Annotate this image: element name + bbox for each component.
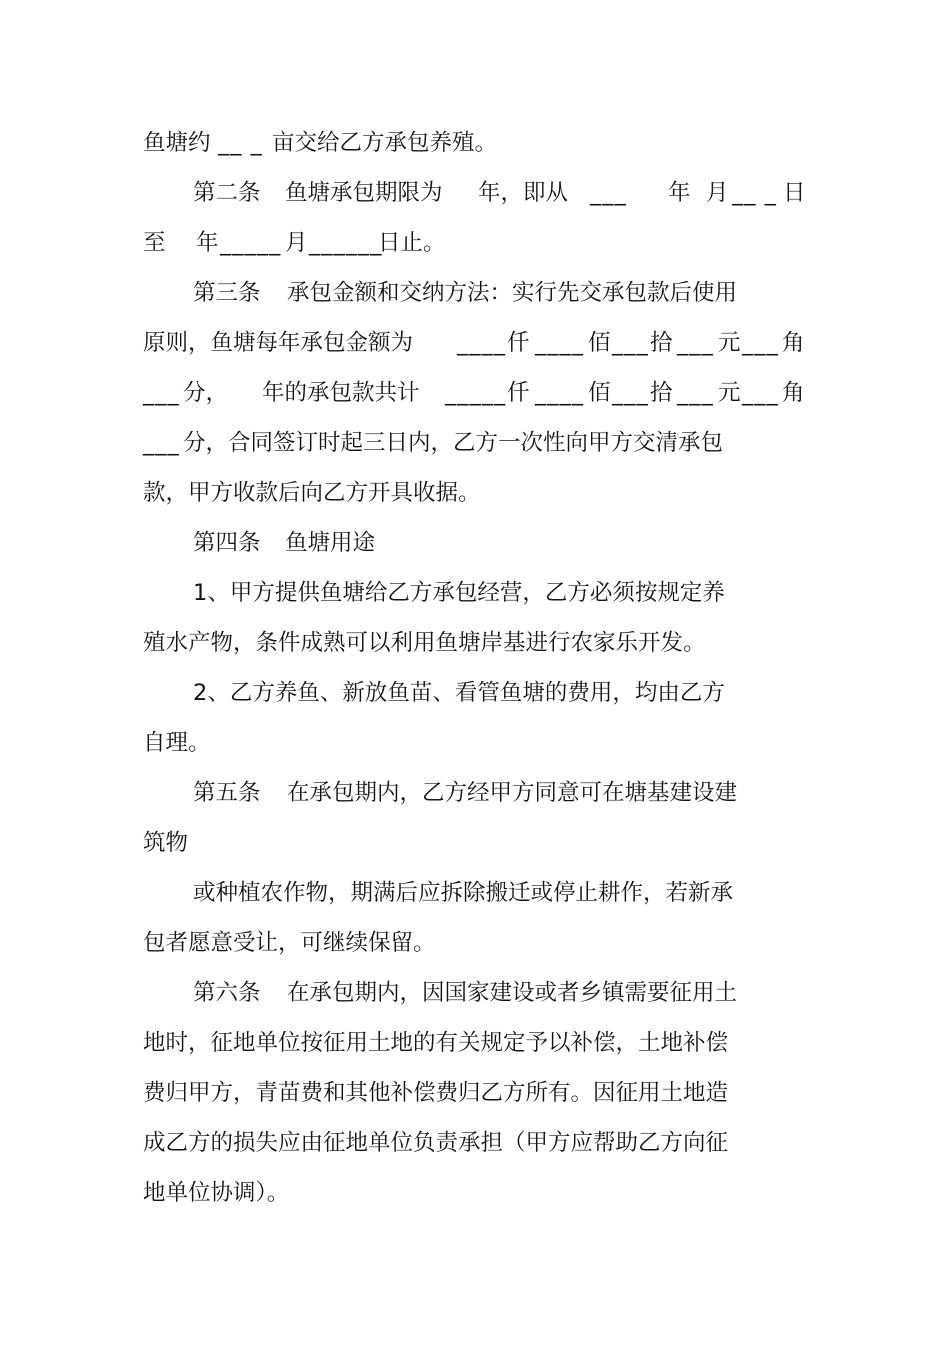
text-line [0, 530, 950, 556]
text-segment: 月 [285, 230, 308, 256]
text-line [0, 780, 950, 806]
text-line [0, 880, 950, 906]
text-line [0, 130, 950, 156]
text-segment: 日 [783, 180, 806, 206]
blank-line: ___ [742, 380, 779, 406]
blank-line: ___ [612, 330, 649, 356]
text-segment: 年的承包款共计 [262, 380, 420, 406]
text-line [0, 180, 950, 206]
text-segment: 亩交给乙方承包养殖。 [272, 130, 498, 156]
text-line [0, 1130, 950, 1156]
text-segment: 佰 [588, 330, 611, 356]
blank-line: ____ [535, 330, 584, 356]
text-segment: 筑物 [143, 830, 189, 856]
text-segment: 在承包期内，乙方经甲方同意可在塘基建设建 [287, 780, 738, 806]
blank-line: ___ [590, 180, 627, 206]
text-line [0, 280, 950, 306]
text-line [0, 230, 950, 256]
text-segment: 拾 [650, 380, 673, 406]
text-segment: 拾 [650, 330, 673, 356]
blank-line: _____ [445, 380, 507, 406]
text-segment: 日止。 [378, 230, 446, 256]
text-segment: 或种植农作物，期满后应拆除搬迁或停止耕作，若新承 [193, 880, 734, 906]
text-segment: 包者愿意受让，可继续保留。 [143, 930, 436, 956]
text-segment: 殖水产物，条件成熟可以利用鱼塘岸基进行农家乐开发。 [143, 630, 706, 656]
text-segment: 佰 [588, 380, 611, 406]
text-segment: 1、甲方提供鱼塘给乙方承包经营，乙方必须按规定养 [193, 580, 725, 606]
text-line [0, 630, 950, 656]
article-heading: 鱼塘用途 [285, 530, 376, 556]
article-number: 第五条 [193, 780, 261, 806]
blank-line: ______ [309, 230, 383, 256]
text-line [0, 430, 950, 456]
article-number: 第二条 [193, 180, 261, 206]
text-segment: 款，甲方收款后向乙方开具收据。 [143, 480, 481, 506]
text-segment: 角 [782, 380, 805, 406]
text-segment: 2、乙方养鱼、新放鱼苗、看管鱼塘的费用，均由乙方 [193, 680, 725, 706]
text-segment: 年 [668, 180, 691, 206]
text-segment: 成乙方的损失应由征地单位负责承担（甲方应帮助乙方向征 [143, 1130, 729, 1156]
text-segment: 至 [143, 230, 166, 256]
text-line [0, 930, 950, 956]
text-line [0, 380, 950, 406]
text-segment: 角 [782, 330, 805, 356]
blank-line: ___ [612, 380, 649, 406]
blank-line: ___ [143, 380, 180, 406]
blank-line: ____ [457, 330, 506, 356]
blank-line: __ _ [218, 130, 263, 156]
text-line [0, 830, 950, 856]
text-segment: 元 [718, 380, 741, 406]
text-segment: 年，即从 [478, 180, 569, 206]
text-segment: 仟 [507, 380, 530, 406]
text-segment: 地单位协调）。 [143, 1180, 290, 1206]
blank-line: ___ [742, 330, 779, 356]
blank-line: ___ [143, 430, 180, 456]
text-line [0, 1180, 950, 1206]
text-segment: 地时，征地单位按征用土地的有关规定予以补偿，土地补偿 [143, 1030, 729, 1056]
article-number: 第四条 [193, 530, 261, 556]
text-segment: 年 [196, 230, 219, 256]
text-line [0, 330, 950, 356]
text-segment: 在承包期内，因国家建设或者乡镇需要征用土 [287, 980, 738, 1006]
text-segment: 费归甲方，青苗费和其他补偿费归乙方所有。因征用土地造 [143, 1080, 729, 1106]
text-segment: 仟 [507, 330, 530, 356]
text-segment: 分，合同签订时起三日内，乙方一次性向甲方交清承包 [183, 430, 724, 456]
text-line [0, 980, 950, 1006]
text-line [0, 580, 950, 606]
text-line [0, 730, 950, 756]
text-segment: 分， [183, 380, 229, 406]
article-number: 第三条 [193, 280, 261, 306]
text-segment: 承包金额和交纳方法：实行先交承包款后使用 [287, 280, 738, 306]
text-segment: 鱼塘承包期限为 [285, 180, 443, 206]
text-segment: 原则，鱼塘每年承包金额为 [143, 330, 414, 356]
text-line [0, 1080, 950, 1106]
text-line [0, 480, 950, 506]
text-segment: 鱼塘约 [143, 130, 211, 156]
blank-line: ____ [535, 380, 584, 406]
article-number: 第六条 [193, 980, 261, 1006]
blank-line: ___ [677, 380, 714, 406]
text-line [0, 1030, 950, 1056]
blank-line: _____ [220, 230, 282, 256]
blank-line: __ _ [732, 180, 777, 206]
text-segment: 元 [718, 330, 741, 356]
blank-line: ___ [677, 330, 714, 356]
text-segment: 月 [706, 180, 729, 206]
text-segment: 自理。 [143, 730, 211, 756]
text-line [0, 680, 950, 706]
